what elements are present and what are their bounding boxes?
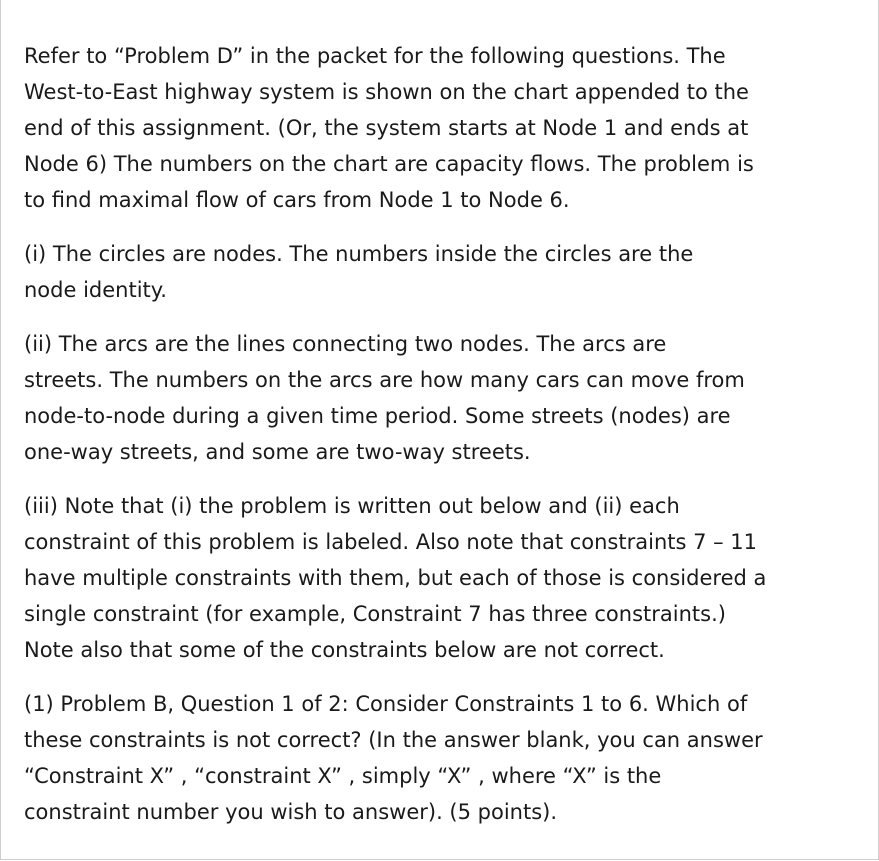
document-body	[24, 38, 839, 830]
item-i-paragraph: (i) The circles are nodes. The numbers inside the circles are the node identity.	[24, 242, 694, 302]
item-ii-paragraph: (ii) The arcs are the lines connecting two nodes. The arcs are streets. The numbers on the arcs are how many cars can move from node-to-node during a given time period. Some streets (nodes) are one-way streets, and some are two-way streets.	[24, 332, 745, 464]
item-iii-paragraph: (iii) Note that (i) the problem is written out below and (ii) each constraint of this problem is labeled. Also note that constraints 7 – 11 have multiple constraints with them, but each of those is considered a single constraint (for example, Constraint 7 has three constraints.) Note also that some of the constraints below are not correct.	[24, 494, 767, 662]
intro-paragraph: Refer to “Problem D” in the packet for the following questions. The West-to-East highway system is shown on the chart appended to the end of this assignment. (Or, the system starts at Node 1 and ends at Node 6) The numbers on the chart are capacity flows. The problem is to find maximal flow of cars from Node 1 to Node 6.	[24, 44, 754, 212]
question-paragraph: (1) Problem B, Question 1 of 2: Consider Constraints 1 to 6. Which of these constraints is not correct? (In the answer blank, you can answer “Constraint X” , “constraint X” , simply “X” , where “X” is the constraint number you wish to answer). (5 points).	[24, 692, 763, 824]
